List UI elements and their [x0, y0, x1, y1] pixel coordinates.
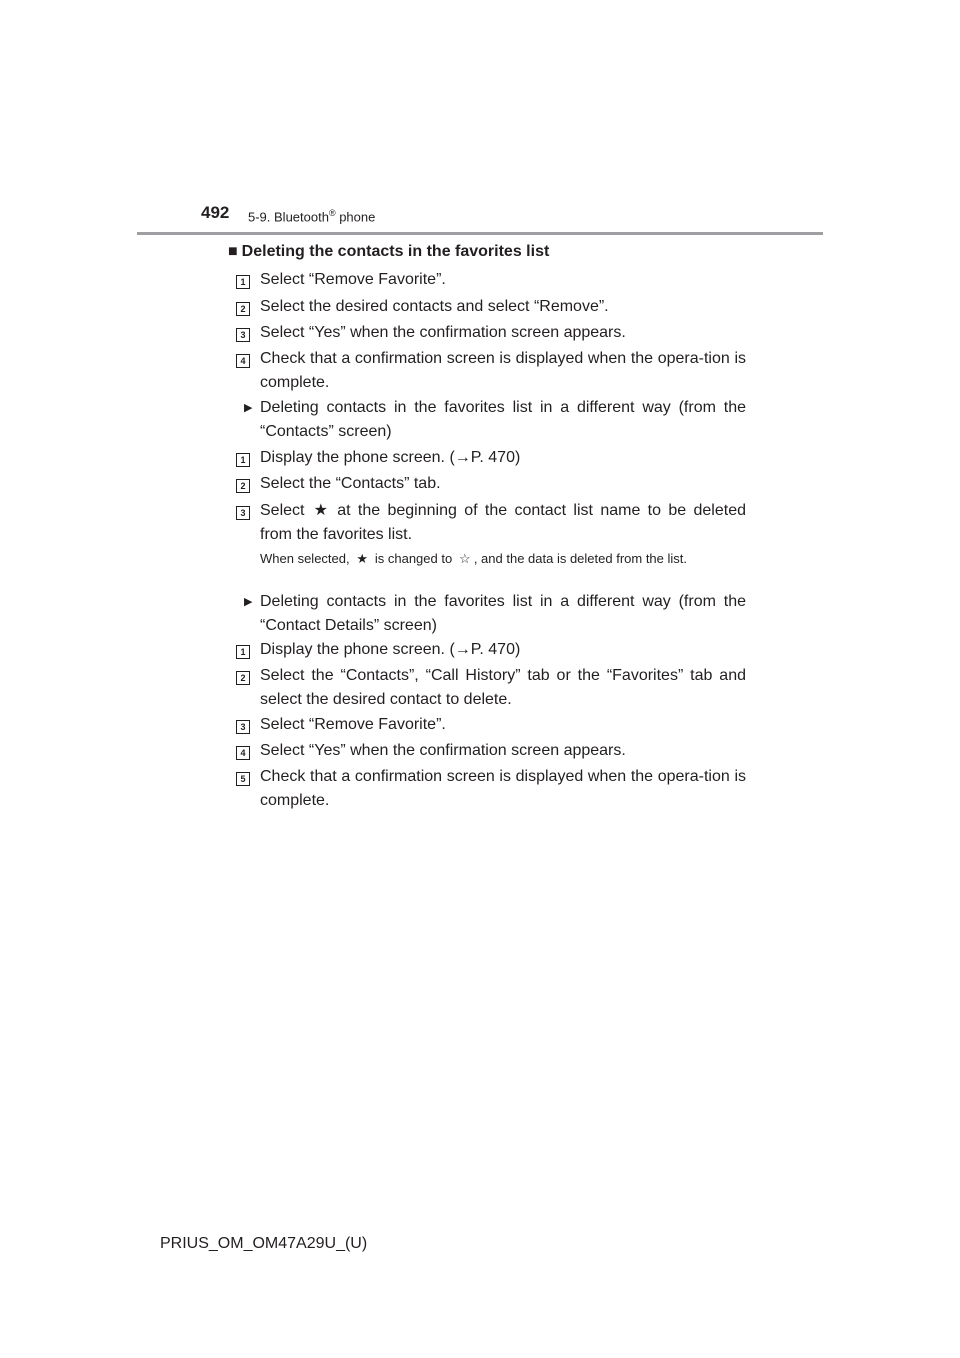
- outline-star-icon: ☆: [459, 551, 471, 566]
- step-text: Check that a confirmation screen is displayed when the opera-tion is complete.: [260, 350, 746, 391]
- step-number: 3: [236, 328, 250, 342]
- step-number: 4: [236, 746, 250, 760]
- footer-doc-code: PRIUS_OM_OM47A29U_(U): [160, 1235, 368, 1252]
- section-heading: ■ Deleting the contacts in the favorites list: [228, 243, 550, 260]
- step-number: 3: [236, 720, 250, 734]
- step-text: Select “Yes” when the confirmation screen appears.: [260, 324, 626, 341]
- step-text: Select ★ at the beginning of the contact list name to be deleted from the favorites list.: [260, 499, 746, 547]
- step-number: 2: [236, 479, 250, 493]
- step-number: 3: [236, 506, 250, 520]
- header-rule: [137, 232, 823, 235]
- step-number: 1: [236, 275, 250, 289]
- page-number: 492: [201, 203, 230, 222]
- filled-star-icon: ★: [356, 551, 369, 566]
- section-title: 5-9. Bluetooth® phone: [248, 208, 376, 225]
- step-text: Select the desired contacts and select “Remove”.: [260, 298, 609, 315]
- filled-star-icon: ★: [313, 502, 328, 519]
- note-text: When selected, ★ is changed to ☆ , and the data is deleted from the list.: [260, 551, 688, 566]
- step-text: Select the “Contacts”, “Call History” tab or the “Favorites” tab and select the desired contact to delete.: [260, 667, 746, 708]
- step-text: Display the phone screen. (→P. 470): [260, 641, 521, 658]
- step-text: Check that a confirmation screen is displayed when the opera-tion is complete.: [260, 768, 746, 809]
- triangle-bullet-icon: ▶: [244, 596, 253, 608]
- step-number: 2: [236, 302, 250, 316]
- step-number: 2: [236, 671, 250, 685]
- square-bullet-icon: ■: [228, 243, 238, 260]
- step-text: Select “Remove Favorite”.: [260, 271, 446, 288]
- step-number: 1: [236, 453, 250, 467]
- step-number: 5: [236, 772, 250, 786]
- step-text: Select the “Contacts” tab.: [260, 475, 441, 492]
- step-text: Display the phone screen. (→P. 470): [260, 449, 521, 466]
- step-number: 1: [236, 645, 250, 659]
- step-text: Select “Yes” when the confirmation screen appears.: [260, 742, 626, 759]
- step-number: 4: [236, 354, 250, 368]
- triangle-bullet-icon: ▶: [244, 402, 253, 414]
- step-text: Select “Remove Favorite”.: [260, 716, 446, 733]
